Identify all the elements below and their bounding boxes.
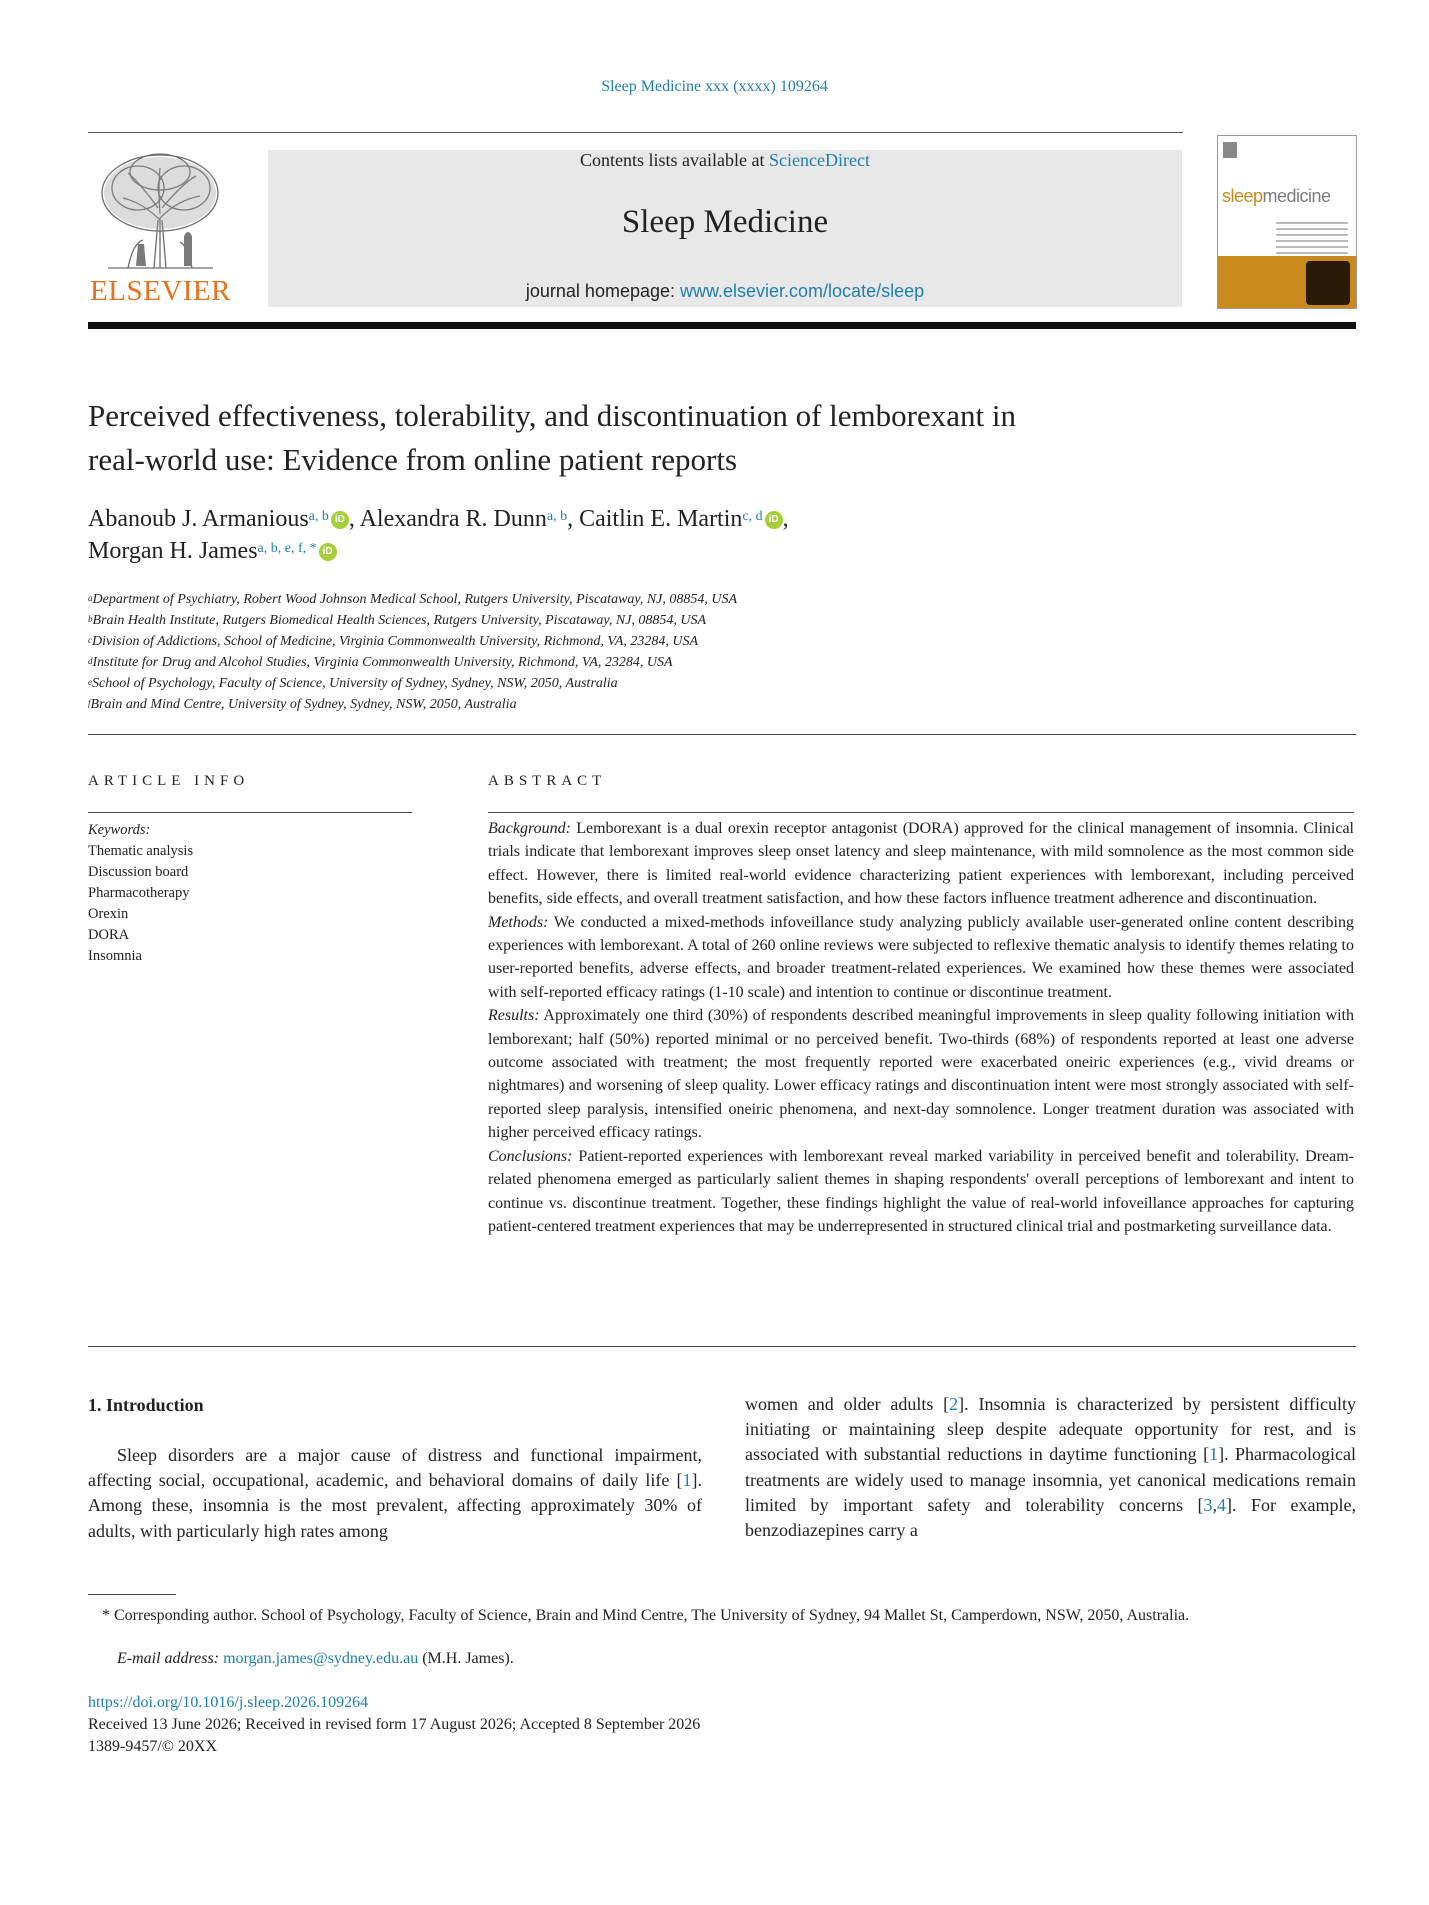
orcid-icon[interactable]: iD [765,511,783,529]
keyword: Insomnia [88,948,142,964]
keywords-block [88,820,408,967]
affiliation-text: Brain and Mind Centre, University of Sydney, Sydney, NSW, 2050, Australia [90,697,517,712]
title-line-2: real-world use: Evidence from online patient reports [88,442,738,477]
cover-publisher-icon [1223,142,1237,158]
journal-name: Sleep Medicine [621,204,829,240]
footnote-rule [88,1594,176,1595]
affiliation-item [88,673,1188,694]
article-title [88,394,1188,482]
article-info-heading: ARTICLE INFO [88,773,250,789]
title-line-1: Perceived effectiveness, tolerability, and discontinuation of lemborexant in [88,398,1016,433]
email-suffix: (M.H. James). [418,1650,514,1667]
citation-link[interactable]: 3 [1203,1494,1213,1515]
homepage-prefix: journal homepage: [525,281,680,301]
methods-text: We conducted a mixed-methods infoveillance study analyzing publicly available user-generated online content describing experiences with lemborexant. A total of 260 online reviews were subjected to reflexive thematic analysis to identify themes relating to user-reported benefits, adverse effects, and broader treatment-related experiences. We examined how these themes were associated with self-reported efficacy ratings (1-10 scale) and intention to continue or discontinue treatment. [488,913,1354,1001]
affiliation-text: Brain Health Institute, Rutgers Biomedical Health Sciences, Rutgers University, Piscataway, NJ, 08854, USA [92,613,707,628]
abstract-body [488,817,1354,1238]
cover-text-lines [1276,222,1348,258]
affiliation-item [88,589,1188,610]
issn-copyright: 1389-9457/© 20XX [88,1738,218,1755]
author-affiliation-marks[interactable]: c, d [742,509,763,524]
conclusions-label: Conclusions: [488,1147,573,1165]
introduction-column-1 [88,1443,702,1544]
results-label: Results: [488,1007,540,1025]
abstract-results [488,1004,1354,1144]
keyword: Discussion board [88,864,189,880]
abstract-methods [488,911,1354,1005]
intro-text: Sleep disorders are a major cause of distress and functional impairment, affecting social, occupational, academic, and behavioral domains of daily life [ [88,1445,702,1491]
author-name[interactable]: Abanoub J. Armanious [88,506,309,532]
affiliation-text: School of Psychology, Faculty of Science, University of Sydney, Sydney, NSW, 2050, Australia [92,676,618,691]
author-name[interactable]: Alexandra R. Dunn [359,506,547,532]
introduction-column-2: women and older adults [2]. Insomnia is characterized by persistent difficulty initiating or maintaining sleep despite adequate opportunity for rest, and is associated with substantial reductions in daytime functioning [1]. Pharmacological treatments are widely used to manage insomnia, yet canonical medications remain limited by important safety and tolerability concerns [3,4]. For example, benzodiazepines carry a [745,1394,1357,1541]
citation-link[interactable]: 1 [682,1470,692,1491]
section-rule [88,734,1356,735]
background-label: Background: [488,820,571,837]
affiliation-key: d [88,656,93,666]
affiliation-text: Department of Psychiatry, Robert Wood Johnson Medical School, Rutgers University, Piscataway, NJ, 08854, USA [92,592,738,607]
affiliation-item [88,694,1188,715]
journal-cover-thumbnail[interactable] [1217,135,1357,309]
affiliation-text: Institute for Drug and Alcohol Studies, Virginia Commonwealth University, Richmond, VA, 23284, USA [92,655,673,670]
tree-icon [88,148,233,273]
cover-title-b: medicine [1262,186,1331,206]
corresponding-author-note: * Corresponding author. School of Psychology, Faculty of Science, Brain and Mind Centre, The University of Sydney, 94 Mallet St, Camperdown, NSW, 2050, Australia. [102,1607,1190,1624]
elsevier-wordmark: ELSEVIER [90,275,231,307]
abstract-rule [488,812,1354,813]
email-line [117,1650,514,1668]
abstract-conclusions [488,1145,1354,1239]
affiliation-key: f [88,698,91,708]
email-link[interactable]: morgan.james@sydney.edu.au [223,1650,419,1667]
author-affiliation-marks[interactable]: a, b [546,509,568,524]
affiliation-item [88,631,1188,652]
intro-text: women and older adults [ [745,1394,950,1414]
cover-title-a: sleep [1222,186,1263,206]
results-text: Approximately one third (30%) of respondents described meaningful improvements in sleep quality following initiation with lemborexant; half (50%) reported minimal or no perceived benefit. Two-thirds (68%) of respondents reported at least one adverse outcome associated with treatment; the most frequently reported were exacerbated oneiric experiences (e.g., vivid dreams or nightmares) and worsening of sleep quality. Lower efficacy ratings and discontinuation intent were most strongly associated with self-reported sleep paralysis, intensified oneiric phenomena, and next-day somnolence. Longer treatment duration was associated with higher perceived efficacy ratings. [488,1007,1354,1142]
affiliation-key: e [88,677,92,687]
homepage-link[interactable]: www.elsevier.com/locate/sleep [680,281,925,301]
affiliation-text: Division of Addictions, School of Medicine, Virginia Commonwealth University, Richmond, VA, 23284, USA [92,634,699,649]
intro-text: ]. For example, benzodiazepines carry a [745,1494,1356,1541]
introduction-heading: 1. Introduction [88,1395,204,1415]
abstract-heading: ABSTRACT [488,773,607,789]
intro-text: ]. Insomnia is characterized by persistent difficulty initiating or maintaining sleep despite adequate opportunity for rest, and is associated with substantial reductions in daytime functioning [ [745,1394,1357,1465]
homepage-line [268,281,1182,302]
intro-text: ]. Among these, insomnia is the most prevalent, affecting approximately 30% of adults, with particularly high rates among [88,1470,702,1541]
affiliations [88,589,1188,715]
email-label: E-mail address: [117,1650,220,1667]
author-affiliation-marks[interactable]: a, b, e, f, * [257,541,317,556]
abstract-background [488,817,1354,911]
methods-label: Methods: [488,913,549,931]
contents-line [268,150,1182,171]
background-text: Lemborexant is a dual orexin receptor antagonist (DORA) approved for the clinical management of insomnia. Clinical trials indicate that lemborexant improves sleep onset latency and sleep maintenance, with mild somnolence as the most common side effect. However, there is limited real-world evidence characterizing patient experiences with lemborexant, including perceived benefits, side effects, and overall treatment satisfaction, and how these factors influence treatment adherence and discontinuation. [488,820,1354,908]
orcid-icon[interactable]: iD [319,543,337,561]
conclusions-text: Patient-reported experiences with lemborexant reveal marked variability in perceived benefit and tolerability. Dream-related phenomena emerged as particularly salient themes in shaping respondents' overall perceptions of lemborexant and intent to continue vs. discontinue treatment. Together, these findings highlight the value of real-world infoveillance approaches for capturing patient-centered treatment experiences that may be underrepresented in structured clinical trial and postmarketing surveillance data. [488,1147,1354,1235]
cover-title [1222,186,1331,207]
keywords-label: Keywords: [88,822,151,838]
intro-text: ]. Pharmacological treatments are widely used to manage insomnia, yet canonical medications remain limited by important safety and tolerability concerns [ [745,1444,1356,1515]
citation-link[interactable]: 1 [1209,1444,1219,1465]
citation-link[interactable]: 4 [1217,1494,1226,1515]
author-name[interactable]: Morgan H. James [88,538,258,564]
affiliation-item [88,610,1188,631]
contents-prefix: Contents lists available at [580,150,769,170]
elsevier-logo [88,148,233,308]
affiliation-key: c [88,635,92,645]
affiliation-key: a [88,593,93,603]
header-rule [88,132,1183,133]
affiliation-key: b [88,614,93,624]
author-list: Abanoub J. Armanious$^{a, b}$ iD , Alexandra R. Dunn$^{a, b}$, Caitlin E. Martin$^{c, d}$ iD , Morgan H. James$^{a, b, e, f, *}$ iD [88,506,789,564]
journal-reference[interactable]: Sleep Medicine xxx (xxxx) 109264 [601,78,828,95]
affiliation-item [88,652,1188,673]
keyword: Orexin [88,906,129,922]
citation-link[interactable]: 2 [949,1394,959,1414]
keyword: Pharmacotherapy [88,885,190,901]
sciencedirect-link[interactable]: ScienceDirect [769,150,870,170]
keyword: DORA [88,927,130,943]
cover-image [1306,261,1350,305]
orcid-icon[interactable]: iD [331,511,349,529]
received-dates: Received 13 June 2026; Received in revised form 17 August 2026; Accepted 8 September 2026 [88,1716,701,1733]
author-affiliation-marks[interactable]: a, b [308,509,329,524]
header-thick-rule [88,322,1356,329]
author-name[interactable]: Caitlin E. Martin [579,506,743,532]
section-rule [88,1346,1356,1347]
keyword: Thematic analysis [88,843,194,859]
doi-link[interactable]: https://doi.org/10.1016/j.sleep.2026.109264 [88,1694,369,1711]
article-info-rule [88,812,412,813]
